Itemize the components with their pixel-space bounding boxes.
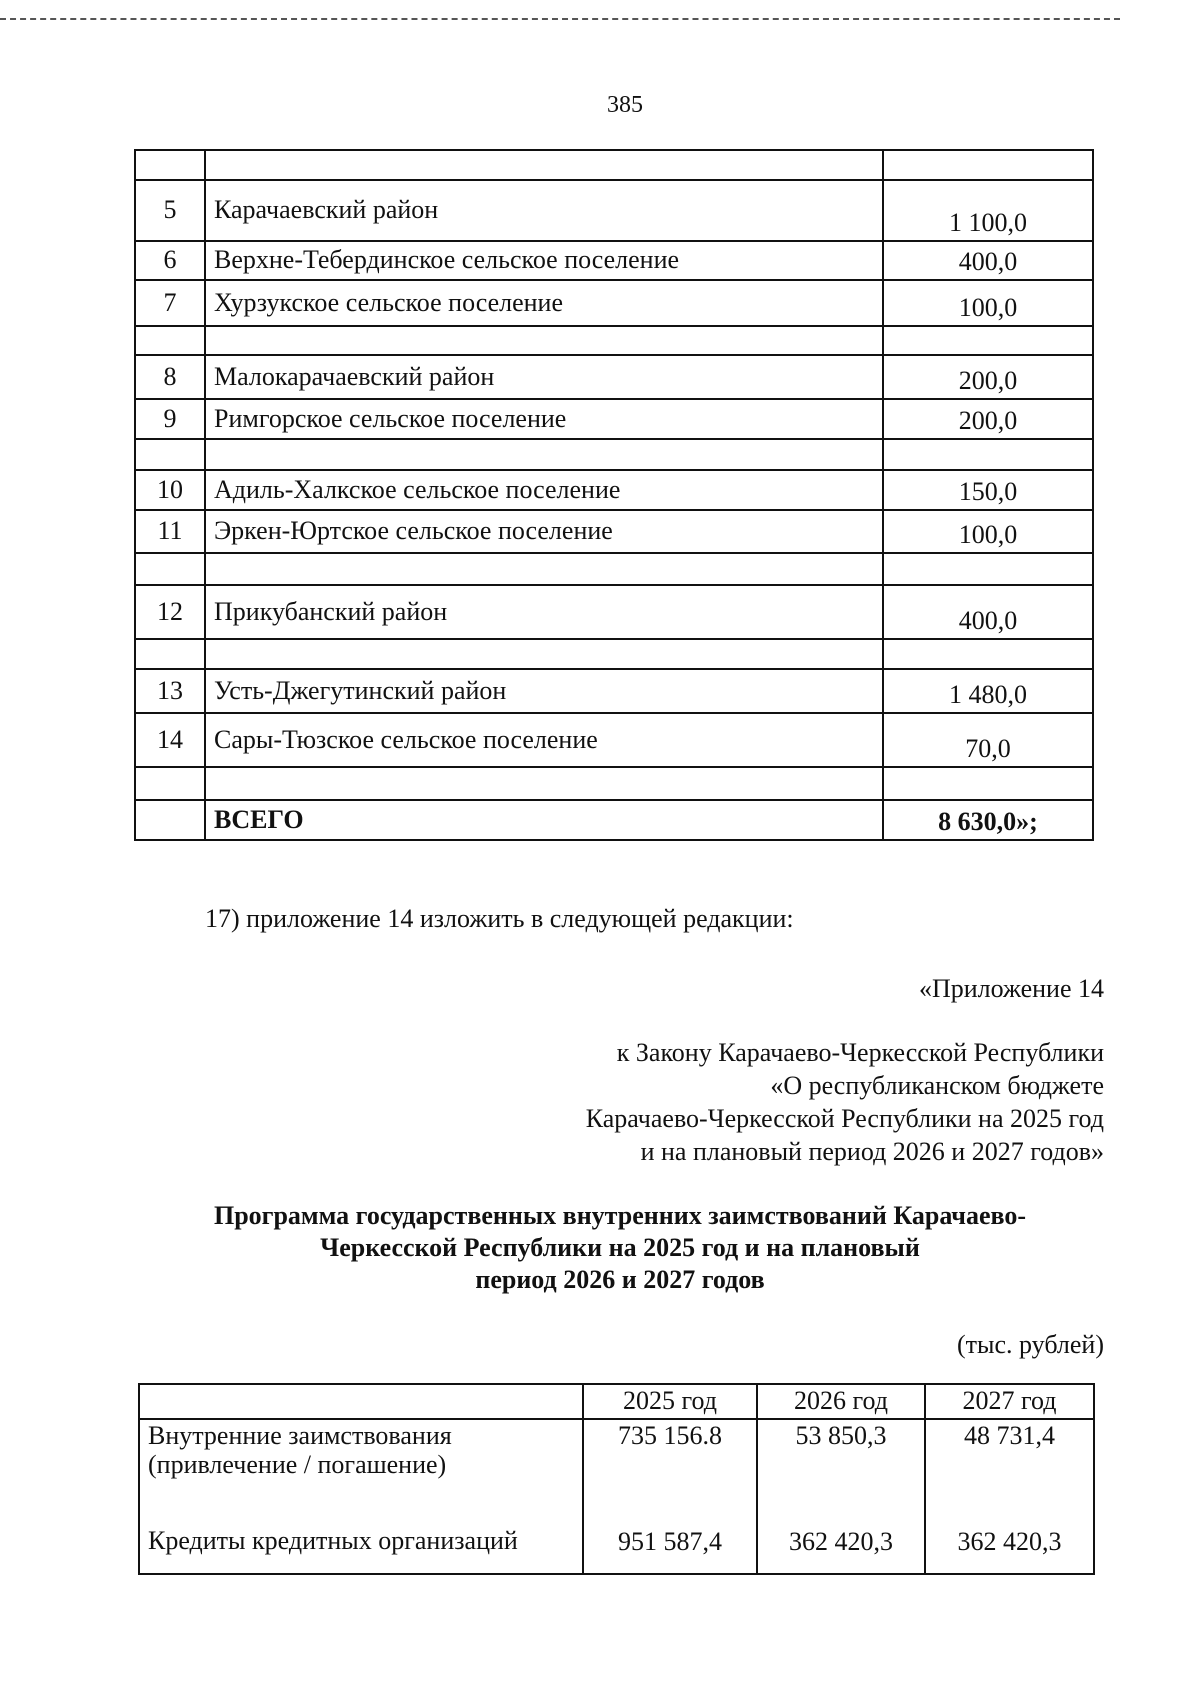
table-spacer-row	[135, 439, 1093, 470]
row-number: 9	[135, 399, 205, 439]
row-labels	[139, 1419, 583, 1574]
borrowing-program-table	[138, 1383, 1095, 1575]
table-spacer-row	[135, 553, 1093, 585]
row-value: 8 630,0»;	[883, 800, 1093, 840]
row-name	[205, 439, 883, 470]
allocation-table	[134, 149, 1094, 841]
appendix-ref-line: «О республиканском бюджете	[770, 1071, 1104, 1100]
row-number	[135, 639, 205, 669]
value-cell: 362 420,3	[957, 1526, 1062, 1556]
row-value: 400,0	[883, 241, 1093, 280]
units-label: (тыс. рублей)	[956, 1330, 1104, 1359]
row-label: Кредиты кредитных организаций	[148, 1526, 518, 1556]
row-value: 70,0	[883, 713, 1093, 767]
row-name	[205, 150, 883, 180]
paragraph-17: 17) приложение 14 изложить в следующей редакции:	[205, 904, 794, 933]
row-name: Сары-Тюзское сельское поселение	[205, 713, 883, 767]
row-number	[135, 439, 205, 470]
row-value: 400,0	[883, 585, 1093, 639]
row-value	[883, 326, 1093, 355]
row-value	[883, 150, 1093, 180]
table-row	[135, 669, 1093, 713]
table-spacer-row	[135, 150, 1093, 180]
table-row	[135, 800, 1093, 840]
row-name: Верхне-Тебердинское сельское поселение	[205, 241, 883, 280]
row-name	[205, 326, 883, 355]
title-line: Программа государственных внутренних заимствований Карачаево-	[213, 1201, 1027, 1230]
row-label: (привлечение / погашение)	[148, 1449, 447, 1479]
table-row	[139, 1419, 1094, 1574]
row-number: 13	[135, 669, 205, 713]
row-value: 200,0	[883, 355, 1093, 399]
row-number	[135, 150, 205, 180]
header-cell: 2025 год	[583, 1384, 757, 1419]
value-cell: 951 587,4	[618, 1526, 722, 1556]
appendix-reference	[586, 1036, 1104, 1168]
table-row	[135, 241, 1093, 280]
appendix-label: «Приложение 14	[918, 974, 1104, 1003]
row-value: 1 480,0	[883, 669, 1093, 713]
row-number: 14	[135, 713, 205, 767]
table-row	[135, 585, 1093, 639]
row-name: Малокарачаевский район	[205, 355, 883, 399]
row-number: 8	[135, 355, 205, 399]
appendix-ref-line: к Закону Карачаево-Черкесской Республики	[616, 1038, 1104, 1067]
value-cell: 48 731,4	[964, 1421, 1055, 1450]
row-name	[205, 553, 883, 585]
row-value: 100,0	[883, 280, 1093, 326]
table-spacer-row	[135, 639, 1093, 669]
row-number	[135, 553, 205, 585]
row-value	[883, 553, 1093, 585]
table-spacer-row	[135, 326, 1093, 355]
row-number	[135, 326, 205, 355]
row-number: 10	[135, 470, 205, 510]
header-cell: 2026 год	[757, 1384, 925, 1419]
table-header-row	[139, 1384, 1094, 1419]
row-name: ВСЕГО	[205, 800, 883, 840]
title-line: период 2026 и 2027 годов	[475, 1265, 765, 1294]
appendix-ref-line: и на плановый период 2026 и 2027 годов»	[640, 1137, 1104, 1166]
value-cell: 735 156.8	[618, 1421, 722, 1450]
row-name	[205, 639, 883, 669]
row-value	[883, 439, 1093, 470]
row-value: 1 100,0	[883, 180, 1093, 241]
row-label: Внутренние заимствования	[148, 1421, 452, 1450]
row-value: 150,0	[883, 470, 1093, 510]
values-2025	[583, 1419, 757, 1574]
value-cell: 53 850,3	[795, 1421, 887, 1450]
table-row	[135, 280, 1093, 326]
table-row	[135, 355, 1093, 399]
table-row	[135, 180, 1093, 241]
row-number	[135, 800, 205, 840]
row-number: 6	[135, 241, 205, 280]
row-name: Карачаевский район	[205, 180, 883, 241]
table-row	[135, 399, 1093, 439]
row-name: Римгорское сельское поселение	[205, 399, 883, 439]
row-value: 100,0	[883, 510, 1093, 553]
row-number: 11	[135, 510, 205, 553]
row-number	[135, 767, 205, 800]
row-value	[883, 639, 1093, 669]
values-2026	[757, 1419, 925, 1574]
row-name: Усть-Джегутинский район	[205, 669, 883, 713]
table-row	[135, 510, 1093, 553]
row-number: 5	[135, 180, 205, 241]
row-name: Адиль-Халкское сельское поселение	[205, 470, 883, 510]
appendix-ref-line: Карачаево-Черкесской Республики на 2025 год	[585, 1104, 1104, 1133]
value-cell: 362 420,3	[789, 1526, 893, 1556]
scan-edge-line	[0, 18, 1120, 20]
row-name	[205, 767, 883, 800]
row-number: 7	[135, 280, 205, 326]
row-number: 12	[135, 585, 205, 639]
table-spacer-row	[135, 767, 1093, 800]
row-name: Прикубанский район	[205, 585, 883, 639]
row-value: 200,0	[883, 399, 1093, 439]
table-row	[135, 470, 1093, 510]
values-2027	[925, 1419, 1094, 1574]
header-cell: 2027 год	[925, 1384, 1094, 1419]
row-name: Хурзукское сельское поселение	[205, 280, 883, 326]
header-cell	[139, 1384, 583, 1419]
document-title	[140, 1200, 1100, 1296]
page-number: 385	[607, 92, 643, 118]
table-row	[135, 713, 1093, 767]
title-line: Черкесской Республики на 2025 год и на плановый	[320, 1233, 920, 1262]
row-name: Эркен-Юртское сельское поселение	[205, 510, 883, 553]
row-value	[883, 767, 1093, 800]
